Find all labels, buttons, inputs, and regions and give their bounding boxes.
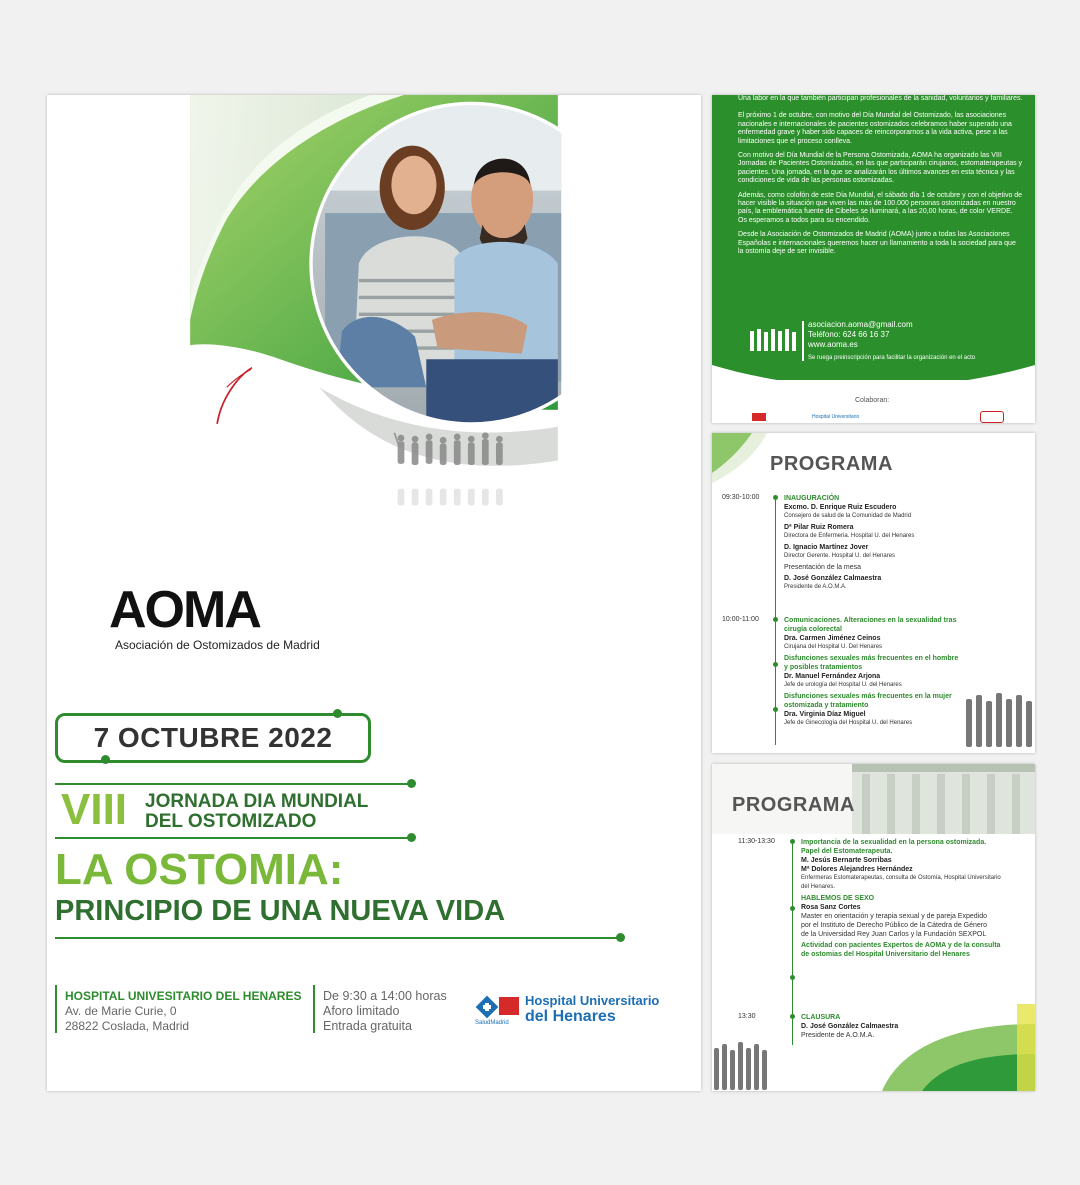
sponsor-hospital-logo: Hospital Universitario xyxy=(812,414,860,420)
time-slot: 10:00-11:00 xyxy=(722,616,759,623)
schedule-capacity: Aforo limitado xyxy=(323,1004,400,1018)
session-title: Actividad con pacientes Expertos de AOMA y de la consulta de ostomias del Hospital Universitario del Henares xyxy=(801,942,1001,958)
edition-number: VIII xyxy=(61,785,128,834)
decor-dot xyxy=(101,755,110,764)
session-title: Disfunciones sexuales más frecuentes en la mujer ostomizada y tratamiento xyxy=(784,693,952,709)
divider xyxy=(55,837,410,839)
crowd-silhouette-icon xyxy=(964,691,1034,749)
timeline-bullet xyxy=(790,839,795,844)
session-title: HABLEMOS DE SEXO xyxy=(801,895,875,902)
hospital-logo-line2: del Henares xyxy=(525,1008,616,1025)
hospital-logo-line1: Hospital Universitario xyxy=(525,993,660,1008)
programa-panel-1 xyxy=(712,433,1035,753)
speaker-name: Dª Pilar Ruiz Romera xyxy=(784,524,854,531)
timeline-bullet xyxy=(773,662,778,667)
session-inauguracion xyxy=(784,494,1024,592)
divider-vertical xyxy=(55,985,57,1033)
divider xyxy=(55,937,620,939)
logo-subtitle: Asociación de Ostomizados de Madrid xyxy=(115,638,320,652)
speaker-role: Cirujana del Hospital U. Del Henares xyxy=(784,644,883,650)
session-comunicaciones xyxy=(784,616,964,728)
venue-address1: Av. de Marie Curie, 0 xyxy=(65,1004,177,1018)
info-paragraph: Con motivo del Día Mundial de la Persona Ostomizada, AOMA ha organizado las VIII Jornadas de Pacientes Ostomizados, en las que participarán cirujanos, estomaterapeutas y pacientes. Una jornada, en la que se analizarán los últimos avances en esta técnica y las condiciones de vida de las personas ostomizadas. xyxy=(738,152,1023,185)
headline: LA OSTOMIA: xyxy=(55,845,344,894)
venue-address2: 28822 Coslada, Madrid xyxy=(65,1019,190,1033)
decor-dot xyxy=(333,709,342,718)
programa-title: PROGRAMA xyxy=(732,794,855,816)
venue-name: HOSPITAL UNIVESITARIO DEL HENARES xyxy=(65,989,302,1003)
wave-decor xyxy=(712,365,1035,395)
speaker-role: Jefe de Ginecología del Hospital U. del Henares xyxy=(784,720,913,726)
contact-web: www.aoma.es xyxy=(808,340,858,349)
speaker-role: Presidente de A.O.M.A. xyxy=(801,1032,875,1039)
session-title: Importancia de la sexualidad en la persona ostomizada. Papel del Estomaterapeuta. xyxy=(801,839,987,855)
decor-dot xyxy=(407,779,416,788)
time-slot: 13:30 xyxy=(738,1013,756,1020)
timeline-bullet xyxy=(790,1014,795,1019)
jornada-line2: DEL OSTOMIZADO xyxy=(145,811,317,832)
speaker-role: Directora de Enfermeria. Hospital U. del Henares xyxy=(784,533,915,539)
crowd-silhouette-icon xyxy=(712,1040,772,1090)
time-slot: 11:30-13:30 xyxy=(738,838,775,845)
sponsor-logo xyxy=(980,411,1004,423)
speaker-role: Master en orientación y terapia sexual y de pareja Expedido por el Instituto de Derecho Público de la Cátedra de Género de la Universidad Rey Juan Carlos y la Fundación SEXPOL xyxy=(801,913,988,938)
subheadline: PRINCIPIO DE UNA NUEVA VIDA xyxy=(55,895,506,927)
speaker-role: Enfermeras Estomaterapeutas, consulta de Ostomía, Hospital Universitario del Henares. xyxy=(801,875,1001,890)
session-title: Disfunciones sexuales más frecuentes en el hombre y posibles tratamientos xyxy=(784,655,959,671)
contact-info xyxy=(808,320,975,363)
programa-panel-2 xyxy=(712,764,1035,1091)
divider-vertical xyxy=(313,985,315,1033)
speaker-name: Dra. Virginia Díaz Miguel xyxy=(784,711,866,718)
divider-vertical xyxy=(802,321,804,361)
timeline-bullet xyxy=(773,707,778,712)
programa-title: PROGRAMA xyxy=(770,453,893,475)
timeline-bullet xyxy=(790,906,795,911)
info-panel xyxy=(712,95,1035,423)
hospital-logo xyxy=(475,993,695,1033)
session-title: INAUGURACIÓN xyxy=(784,495,840,502)
colaboran-label: Colaboran: xyxy=(855,397,890,404)
jornada-title xyxy=(145,792,368,832)
salud-madrid-label: SaludMadrid xyxy=(475,1020,509,1026)
timeline-bullet xyxy=(773,495,778,500)
speaker-role: Director Gerente. Hospital U. del Henares xyxy=(784,553,896,559)
venue-info xyxy=(65,989,301,1034)
event-date: 7 OCTUBRE 2022 xyxy=(55,713,371,763)
contact-phone: Teléfono: 624 66 16 37 xyxy=(808,330,890,339)
session-sexualidad xyxy=(801,838,1001,959)
jornada-line1: JORNADA DIA MUNDIAL xyxy=(145,791,369,812)
info-paragraph: Una labor en la que también participan profesionales de la sanidad, voluntarios y familiares. xyxy=(738,95,1023,102)
session-title: Comunicaciones. Alteraciones en la sexualidad tras cirugía colorectal xyxy=(784,617,957,633)
crowd-silhouette-icon xyxy=(748,327,798,351)
session-subtitle: Presentación de la mesa xyxy=(784,564,862,571)
bottom-green-decor xyxy=(862,994,1035,1091)
speaker-name: Excmo. D. Enrique Ruiz Escudero xyxy=(784,504,897,511)
time-slot: 09:30-10:00 xyxy=(722,494,760,501)
speaker-name: Dra. Carmen Jiménez Ceinos xyxy=(784,635,881,642)
info-paragraph: Además, como colofón de este Día Mundial, el sábado día 1 de octubre y con el objetivo de hacer visible la situación que viven las más de 100.000 personas ostomizadas en nuestro país, la emblemática fuente de Cibeles se iluminará, a las 20,00 horas, de color VERDE. Os esperamos a todos para su encendido. xyxy=(738,191,1023,224)
sponsor-madrid-logo xyxy=(752,413,766,421)
logo-letters: AOMA xyxy=(109,581,260,639)
speaker-role: Presidente de A.O.M.A. xyxy=(784,584,847,590)
session-title: CLAUSURA xyxy=(801,1014,841,1021)
speaker-name: D. Ignacio Martínez Jover xyxy=(784,544,869,551)
decor-dot xyxy=(616,933,625,942)
info-paragraph: El próximo 1 de octubre, con motivo del Día Mundial del Ostomizado, las asociaciones nacionales e internacionales de pacientes ostomizados celebramos haber superado una enfermedad grave y haber sido capaces de reincorporarnos a la vida activa, pese a las limitaciones que el proceso conlleva. xyxy=(738,112,1012,145)
speaker-name: M. Jesús Bernarte Sorribas xyxy=(801,857,892,864)
speaker-name: Rosa Sanz Cortes xyxy=(801,904,861,911)
speaker-name: Mª Dolores Alejandres Hernández xyxy=(801,866,913,873)
info-paragraph: Desde la Asociación de Ostomizados de Madrid (AOMA) junto a todas las Asociaciones Españolas e internacionales queremos hacer un llamamiento a toda la sociedad para que la ostomía deje de ser invisible. xyxy=(738,231,1016,256)
aoma-logo xyxy=(109,580,260,640)
speaker-role: Consejero de salud de la Comunidad de Madrid xyxy=(784,513,912,519)
poster-background xyxy=(47,95,701,655)
timeline-bullet xyxy=(790,975,795,980)
speaker-role: Jefe de urología del Hospital U. del Henares xyxy=(784,682,902,688)
speaker-name: Dr. Manuel Fernández Arjona xyxy=(784,673,881,680)
schedule-info xyxy=(323,989,447,1034)
timeline-bullet xyxy=(773,617,778,622)
speaker-name: D. José González Calmaestra xyxy=(784,575,882,582)
poster xyxy=(47,95,701,1091)
contact-email: asociacion.aoma@gmail.com xyxy=(808,320,913,329)
schedule-entry: Entrada gratuita xyxy=(323,1019,412,1033)
preinscription-note: Se ruega preinscripción para facilitar la organización en el acto xyxy=(808,355,976,361)
speaker-name: D. José González Calmaestra xyxy=(801,1023,899,1030)
decor-dot xyxy=(407,833,416,842)
schedule-hours: De 9:30 a 14:00 horas xyxy=(323,989,447,1003)
